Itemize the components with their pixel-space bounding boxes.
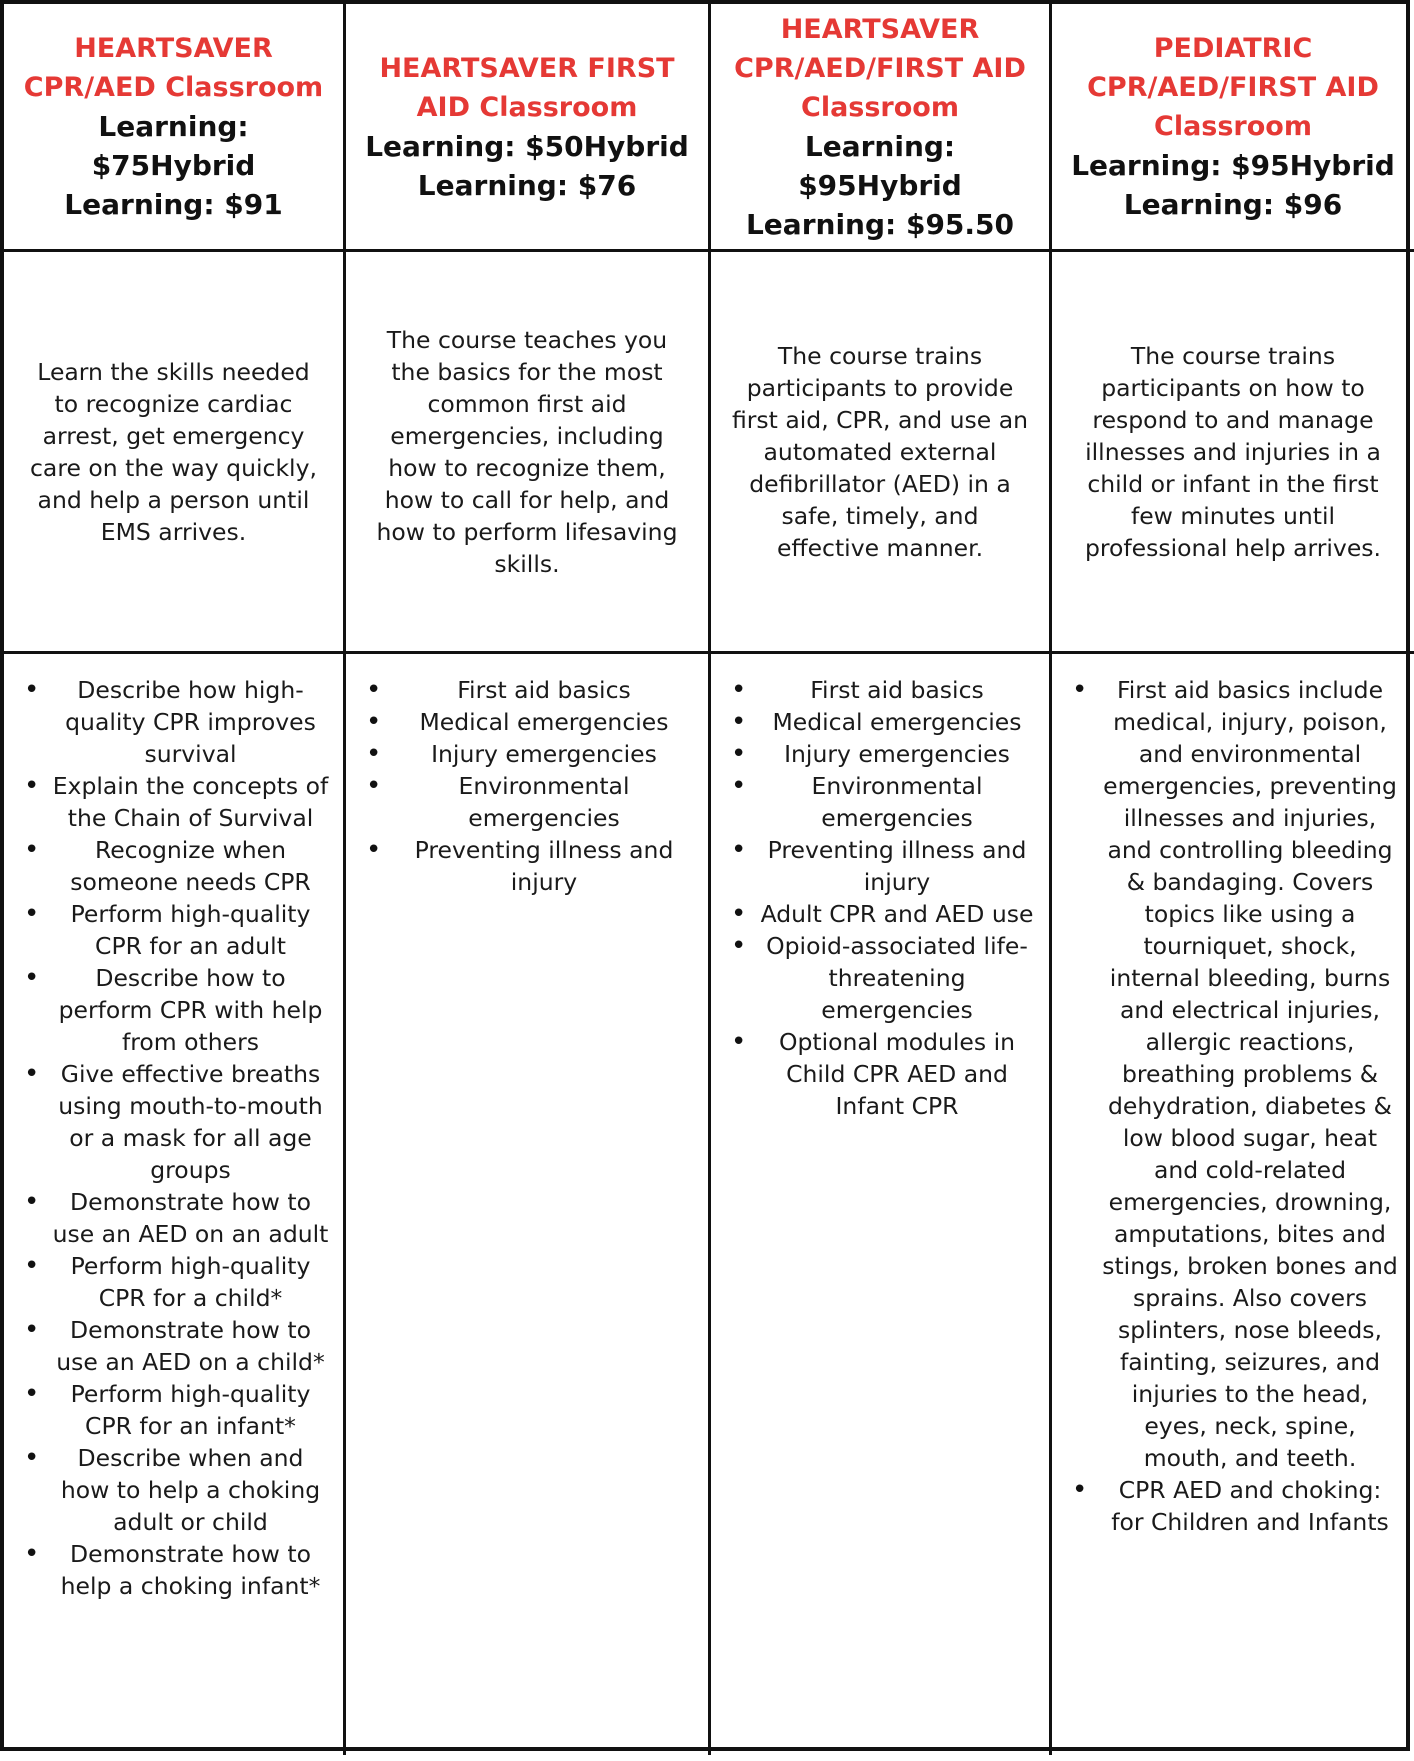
course-topics-cell: [346, 654, 711, 1755]
course-title-line: Classroom: [801, 91, 959, 123]
course-price-line: Learning: $50Hybrid: [365, 129, 689, 163]
list-item: • Demonstrate how to help a choking infant*: [18, 1538, 329, 1602]
course-title-line: HEARTSAVER: [780, 13, 980, 45]
course-topic-list: [725, 674, 1035, 1122]
course-topic-list: [1066, 674, 1400, 1538]
course-header-pediatric: [1052, 4, 1414, 252]
course-title-line: HEARTSAVER FIRST: [379, 52, 675, 84]
list-item: • Environmental emergencies: [360, 770, 694, 834]
list-item: • CPR AED and choking: for Children and Infants: [1066, 1474, 1400, 1538]
list-item: • Adult CPR and AED use: [725, 898, 1035, 930]
list-item: • Give effective breaths using mouth-to-mouth or a mask for all age groups: [18, 1058, 329, 1186]
course-title-line: CPR/AED/FIRST AID: [1087, 72, 1379, 103]
course-price-line: Learning: $95Hybrid: [798, 129, 962, 202]
course-description-cell: [1052, 252, 1414, 654]
course-header-heartsaver-cpr-aed: [4, 4, 346, 252]
course-price-line: Learning: $76: [417, 168, 637, 202]
course-description: The course trains participants on how to respond to and manage illnesses and injuries in a child or infant in the first few minutes until professional help arrives.: [1084, 341, 1382, 562]
list-item: • Describe when and how to help a choking adult or child: [18, 1442, 329, 1538]
course-title-line: CPR/AED/FIRST AID: [734, 52, 1026, 84]
course-topic-list: [18, 674, 329, 1602]
course-price-line: Learning: $95.50: [745, 207, 1015, 241]
course-description-cell: [711, 252, 1052, 654]
list-item: • Preventing illness and injury: [360, 834, 694, 898]
course-price-line: Learning: $91: [64, 188, 283, 221]
course-header-heartsaver-first-aid: [346, 4, 711, 252]
course-price-line: Learning: $95Hybrid: [1071, 149, 1395, 182]
course-title-line: Classroom: [1154, 111, 1312, 142]
list-item: • Describe how to perform CPR with help from others: [18, 962, 329, 1058]
course-topics-cell: [1052, 654, 1414, 1755]
list-item: • Optional modules in Child CPR AED and Infant CPR: [725, 1026, 1035, 1122]
list-item: • Perform high-quality CPR for an infant*: [18, 1378, 329, 1442]
list-item: • Explain the concepts of the Chain of Survival: [18, 770, 329, 834]
list-item: • Medical emergencies: [360, 706, 694, 738]
course-price-line: Learning: $96: [1123, 188, 1343, 221]
course-description-cell: [4, 252, 346, 654]
list-item: • First aid basics include medical, injury, poison, and environmental emergencies, preventing illnesses and injuries, and controlling bleeding & bandaging. Covers topics like using a tourniquet, shock, internal bleeding, burns and electrical injuries, allergic reactions, breathing problems & dehydration, diabetes & low blood sugar, heat and cold-related emergencies, drowning, amputations, bites and stings, broken bones and sprains. Also covers splinters, nose bleeds, fainting, seizures, and injuries to the head, eyes, neck, spine, mouth, and teeth.: [1066, 674, 1400, 1474]
list-item: • Describe how high-quality CPR improves survival: [18, 674, 329, 770]
course-description-cell: [346, 252, 711, 654]
course-title-line: AID Classroom: [416, 91, 638, 123]
list-item: • Perform high-quality CPR for an adult: [18, 898, 329, 962]
list-item: • Injury emergencies: [360, 738, 694, 770]
list-item: • Recognize when someone needs CPR: [18, 834, 329, 898]
course-title-line: CPR/AED Classroom: [23, 72, 324, 103]
course-topics-cell: [4, 654, 346, 1755]
list-item: • Opioid-associated life-threatening emergencies: [725, 930, 1035, 1026]
list-item: • Perform high-quality CPR for a child*: [18, 1250, 329, 1314]
list-item: • Preventing illness and injury: [725, 834, 1035, 898]
course-description: The course trains participants to provide first aid, CPR, and use an automated external defibrillator (AED) in a safe, timely, and effective manner.: [731, 341, 1029, 562]
course-topic-list: [360, 674, 694, 898]
course-title-line: HEARTSAVER: [74, 33, 273, 64]
course-title-line: PEDIATRIC: [1153, 33, 1313, 64]
course-description: The course teaches you the basics for the most common first aid emergencies, including how to recognize them, how to call for help, and how to perform lifesaving skills.: [376, 325, 678, 578]
course-description: Learn the skills needed to recognize cardiac arrest, get emergency care on the way quickly, and help a person until EMS arrives.: [30, 357, 317, 546]
list-item: • Medical emergencies: [725, 706, 1035, 738]
course-topics-cell: [711, 654, 1052, 1755]
list-item: • First aid basics: [725, 674, 1035, 706]
list-item: • Demonstrate how to use an AED on an adult: [18, 1186, 329, 1250]
course-header-heartsaver-cpr-aed-first-aid: [711, 4, 1052, 252]
course-price-line: Learning: $75Hybrid: [91, 110, 256, 182]
list-item: • Demonstrate how to use an AED on a child*: [18, 1314, 329, 1378]
list-item: • First aid basics: [360, 674, 694, 706]
list-item: • Environmental emergencies: [725, 770, 1035, 834]
list-item: • Injury emergencies: [725, 738, 1035, 770]
